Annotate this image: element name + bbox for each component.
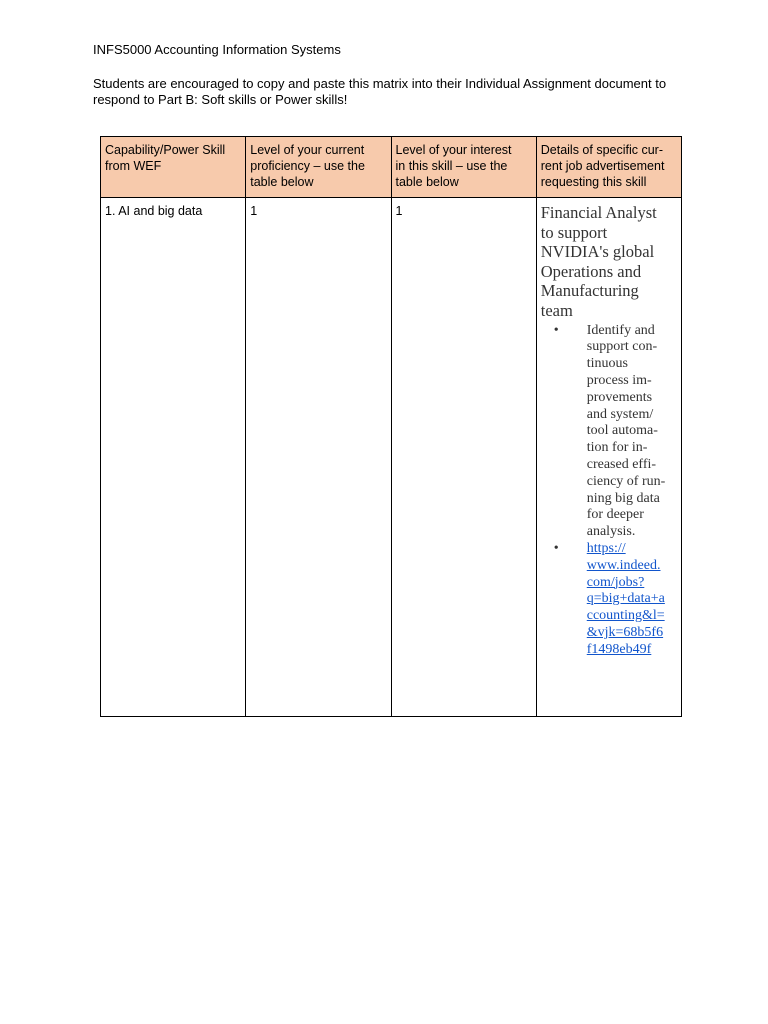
page-title: INFS5000 Accounting Information Systems [93,42,341,57]
header-details-line: rent job advertisement [540,159,665,173]
list-item-line: ciency of run- [586,473,666,489]
list-item-line: provements [586,389,653,405]
list-item-line: analysis. [586,524,636,540]
job-details-list [541,323,677,659]
header-details [536,137,681,198]
intro-line-1: Students are encouraged to copy and paste this matrix into their Individual Assignment document to [93,76,667,91]
link-line[interactable]: https:// [586,540,626,556]
list-item-line: for deeper [586,507,644,523]
list-item-line: and system/ [586,406,654,422]
list-item-line: ning big data [586,490,660,506]
intro-paragraph [93,76,693,108]
header-interest-line: table below [395,175,459,189]
job-title-line: team [540,300,573,320]
link-line[interactable]: ccounting&l= [586,608,665,624]
list-item-line: process im- [586,372,652,388]
job-title [541,203,677,321]
bullet-icon: • [553,540,559,556]
header-interest [391,137,536,198]
list-item [541,323,677,541]
list-item-line: creased effi- [586,456,657,472]
list-item-line: tion for in- [586,440,648,456]
table-row [101,198,682,717]
header-capability-line: Capability/Power Skill [105,143,226,157]
link-line[interactable]: f1498eb49f [586,641,652,657]
header-capability [101,137,246,198]
list-item-line: tool automa- [586,423,658,439]
list-item-line: support con- [586,339,658,355]
cell-details [536,198,681,717]
list-item [541,541,677,659]
header-details-line: requesting this skill [540,175,647,189]
header-proficiency [246,137,391,198]
link-line[interactable]: com/jobs? [586,574,645,590]
cell-interest: 1 [391,198,536,717]
job-title-line: Operations and [540,261,642,281]
link-line[interactable]: &vjk=68b5f6 [586,624,664,640]
header-proficiency-line: proficiency – use the [250,159,365,173]
header-details-line: Details of specific cur- [540,143,664,157]
link-line[interactable]: www.indeed. [586,557,661,573]
header-proficiency-line: Level of your current [250,143,365,157]
job-title-line: to support [540,222,608,242]
intro-line-2: respond to Part B: Soft skills or Power skills! [93,92,348,107]
skills-matrix-table [100,136,682,717]
header-proficiency-line: table below [250,175,314,189]
cell-proficiency: 1 [246,198,391,717]
header-interest-line: Level of your interest [395,143,512,157]
table-header-row [101,137,682,198]
job-title-line: Manufacturing [540,281,639,301]
job-title-line: NVIDIA's global [540,242,655,262]
header-interest-line: in this skill – use the [395,159,508,173]
bullet-icon: • [553,322,559,338]
header-capability-line: from WEF [105,159,162,173]
cell-skill: 1. AI and big data [101,198,246,717]
link-line[interactable]: q=big+data+a [586,591,665,607]
list-item-line: Identify and [586,322,655,338]
job-advertisement-link[interactable] [587,541,677,659]
list-item-line: tinuous [586,356,628,372]
job-title-line: Financial Analyst [540,203,657,222]
